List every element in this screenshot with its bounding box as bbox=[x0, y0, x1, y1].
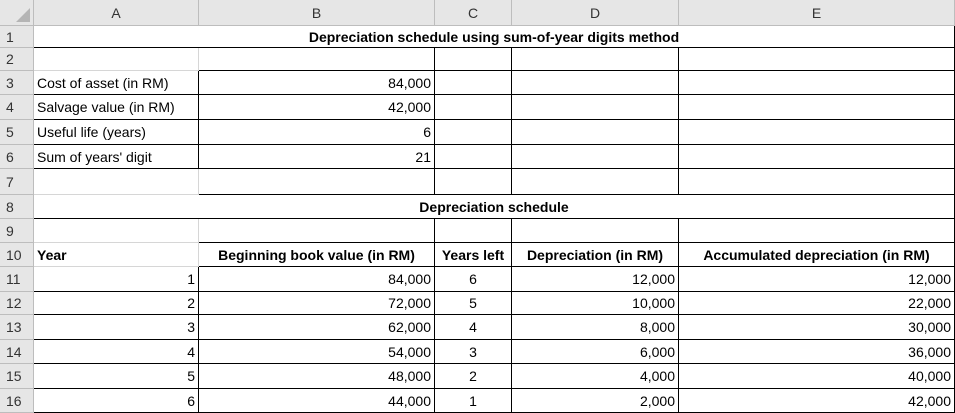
schedule-header[interactable]: Year bbox=[34, 243, 199, 267]
column-header-c[interactable]: C bbox=[435, 0, 512, 26]
input-value[interactable]: 6 bbox=[199, 120, 435, 145]
schedule-cell[interactable]: 36,000 bbox=[679, 340, 955, 364]
row-header-11[interactable]: 11 bbox=[0, 267, 34, 292]
schedule-cell[interactable]: 40,000 bbox=[679, 364, 955, 389]
column-header-e[interactable]: E bbox=[679, 0, 955, 26]
empty-cell[interactable] bbox=[679, 145, 955, 169]
input-value[interactable]: 84,000 bbox=[199, 71, 435, 95]
schedule-cell[interactable]: 6,000 bbox=[512, 340, 679, 364]
select-all-triangle-icon bbox=[16, 8, 30, 22]
row-header-8[interactable]: 8 bbox=[0, 195, 34, 219]
row-header-7[interactable]: 7 bbox=[0, 169, 34, 195]
row-header-2[interactable]: 2 bbox=[0, 48, 34, 71]
schedule-cell[interactable]: 2 bbox=[34, 292, 199, 315]
schedule-cell[interactable]: 4 bbox=[435, 315, 512, 340]
empty-cell[interactable] bbox=[435, 169, 512, 195]
empty-cell[interactable] bbox=[199, 169, 435, 195]
schedule-cell[interactable]: 54,000 bbox=[199, 340, 435, 364]
empty-cell[interactable] bbox=[679, 219, 955, 243]
column-header-b[interactable]: B bbox=[199, 0, 435, 26]
row-header-13[interactable]: 13 bbox=[0, 315, 34, 340]
empty-cell[interactable] bbox=[512, 145, 679, 169]
row-header-12[interactable]: 12 bbox=[0, 292, 34, 315]
empty-cell[interactable] bbox=[679, 95, 955, 120]
schedule-cell[interactable]: 44,000 bbox=[199, 389, 435, 413]
schedule-cell[interactable]: 62,000 bbox=[199, 315, 435, 340]
empty-cell[interactable] bbox=[199, 48, 435, 71]
empty-cell[interactable] bbox=[512, 120, 679, 145]
schedule-header[interactable]: Depreciation (in RM) bbox=[512, 243, 679, 267]
empty-cell[interactable] bbox=[199, 219, 435, 243]
schedule-cell[interactable]: 2,000 bbox=[512, 389, 679, 413]
row-header-1[interactable]: 1 bbox=[0, 26, 34, 48]
row-header-6[interactable]: 6 bbox=[0, 145, 34, 169]
empty-cell[interactable] bbox=[435, 219, 512, 243]
empty-cell[interactable] bbox=[34, 169, 199, 195]
schedule-header[interactable]: Beginning book value (in RM) bbox=[199, 243, 435, 267]
schedule-cell[interactable]: 48,000 bbox=[199, 364, 435, 389]
row-header-3[interactable]: 3 bbox=[0, 71, 34, 95]
input-label[interactable]: Salvage value (in RM) bbox=[34, 95, 199, 120]
row-header-16[interactable]: 16 bbox=[0, 389, 34, 413]
row-header-4[interactable]: 4 bbox=[0, 95, 34, 120]
input-label[interactable]: Sum of years' digit bbox=[34, 145, 199, 169]
schedule-cell[interactable]: 84,000 bbox=[199, 267, 435, 292]
empty-cell[interactable] bbox=[679, 169, 955, 195]
schedule-cell[interactable]: 5 bbox=[34, 364, 199, 389]
input-value[interactable]: 21 bbox=[199, 145, 435, 169]
row-header-5[interactable]: 5 bbox=[0, 120, 34, 145]
input-label[interactable]: Cost of asset (in RM) bbox=[34, 71, 199, 95]
schedule-cell[interactable]: 22,000 bbox=[679, 292, 955, 315]
column-header-d[interactable]: D bbox=[512, 0, 679, 26]
schedule-cell[interactable]: 5 bbox=[435, 292, 512, 315]
schedule-cell[interactable]: 42,000 bbox=[679, 389, 955, 413]
empty-cell[interactable] bbox=[435, 71, 512, 95]
schedule-header[interactable]: Accumulated depreciation (in RM) bbox=[679, 243, 955, 267]
empty-cell[interactable] bbox=[435, 145, 512, 169]
row-header-14[interactable]: 14 bbox=[0, 340, 34, 364]
schedule-cell[interactable]: 12,000 bbox=[512, 267, 679, 292]
row-header-10[interactable]: 10 bbox=[0, 243, 34, 267]
schedule-cell[interactable]: 72,000 bbox=[199, 292, 435, 315]
row-header-15[interactable]: 15 bbox=[0, 364, 34, 389]
empty-cell[interactable] bbox=[34, 48, 199, 71]
schedule-cell[interactable]: 1 bbox=[435, 389, 512, 413]
schedule-cell[interactable]: 2 bbox=[435, 364, 512, 389]
row-header-9[interactable]: 9 bbox=[0, 219, 34, 243]
empty-cell[interactable] bbox=[435, 95, 512, 120]
empty-cell[interactable] bbox=[512, 48, 679, 71]
empty-cell[interactable] bbox=[512, 71, 679, 95]
schedule-cell[interactable]: 8,000 bbox=[512, 315, 679, 340]
schedule-cell[interactable]: 6 bbox=[435, 267, 512, 292]
empty-cell[interactable] bbox=[679, 48, 955, 71]
title-cell[interactable]: Depreciation schedule using sum-of-year digits method bbox=[34, 26, 955, 48]
empty-cell[interactable] bbox=[679, 71, 955, 95]
schedule-cell[interactable]: 10,000 bbox=[512, 292, 679, 315]
select-all-corner[interactable] bbox=[0, 0, 34, 26]
schedule-title-cell[interactable]: Depreciation schedule bbox=[34, 195, 955, 219]
schedule-cell[interactable]: 6 bbox=[34, 389, 199, 413]
input-value[interactable]: 42,000 bbox=[199, 95, 435, 120]
empty-cell[interactable] bbox=[34, 219, 199, 243]
schedule-header[interactable]: Years left bbox=[435, 243, 512, 267]
schedule-cell[interactable]: 4,000 bbox=[512, 364, 679, 389]
empty-cell[interactable] bbox=[435, 120, 512, 145]
schedule-cell[interactable]: 1 bbox=[34, 267, 199, 292]
empty-cell[interactable] bbox=[512, 169, 679, 195]
empty-cell[interactable] bbox=[435, 48, 512, 71]
schedule-cell[interactable]: 4 bbox=[34, 340, 199, 364]
input-label[interactable]: Useful life (years) bbox=[34, 120, 199, 145]
schedule-cell[interactable]: 3 bbox=[435, 340, 512, 364]
empty-cell[interactable] bbox=[679, 120, 955, 145]
schedule-cell[interactable]: 3 bbox=[34, 315, 199, 340]
column-header-a[interactable]: A bbox=[34, 0, 199, 26]
schedule-cell[interactable]: 30,000 bbox=[679, 315, 955, 340]
empty-cell[interactable] bbox=[512, 219, 679, 243]
schedule-cell[interactable]: 12,000 bbox=[679, 267, 955, 292]
empty-cell[interactable] bbox=[512, 95, 679, 120]
